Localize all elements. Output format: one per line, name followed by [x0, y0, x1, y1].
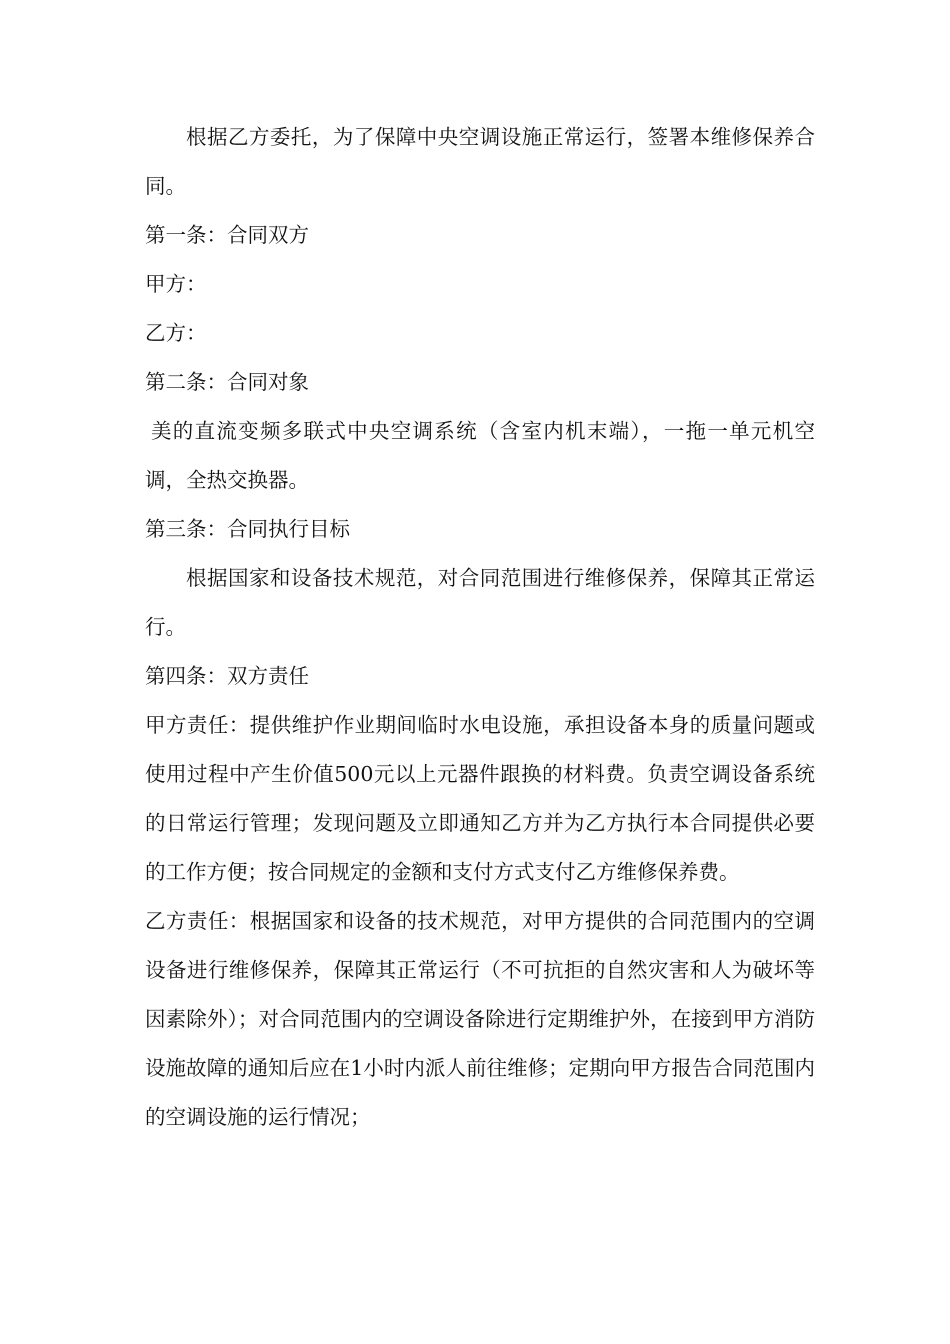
- contract-object-paragraph: 美的直流变频多联式中央空调系统（含室内机末端），一拖一单元机空调，全热交换器。: [145, 419, 815, 492]
- party-a-responsibility-paragraph: 甲方责任：提供维护作业期间临时水电设施，承担设备本身的质量问题或使用过程中产生价值500元以上元器件跟换的材料费。负责空调设备系统的日常运行管理；发现问题及立即通知乙方并为乙方执行本合同提供必要的工作方便；按合同规定的金额和支付方式支付乙方维修保养费。: [145, 713, 815, 884]
- article-1-heading: 第一条：合同双方: [145, 223, 309, 247]
- article-3-heading: 第三条：合同执行目标: [145, 517, 350, 541]
- party-a-line: 甲方：: [145, 272, 207, 296]
- document-body: [145, 113, 815, 1142]
- contract-goal-paragraph: 根据国家和设备技术规范，对合同范围进行维修保养，保障其正常运行。: [145, 566, 815, 639]
- article-4-heading: 第四条：双方责任: [145, 664, 309, 688]
- party-b-responsibility-paragraph: 乙方责任：根据国家和设备的技术规范，对甲方提供的合同范围内的空调设备进行维修保养，保障其正常运行（不可抗拒的自然灾害和人为破坏等因素除外）；对合同范围内的空调设备除进行定期维护外，在接到甲方消防设施故障的通知后应在1小时内派人前往维修；定期向甲方报告合同范围内的空调设施的运行情况；: [145, 909, 815, 1129]
- party-b-line: 乙方：: [145, 321, 207, 345]
- intro-paragraph: 根据乙方委托，为了保障中央空调设施正常运行，签署本维修保养合同。: [145, 125, 815, 198]
- article-2-heading: 第二条：合同对象: [145, 370, 309, 394]
